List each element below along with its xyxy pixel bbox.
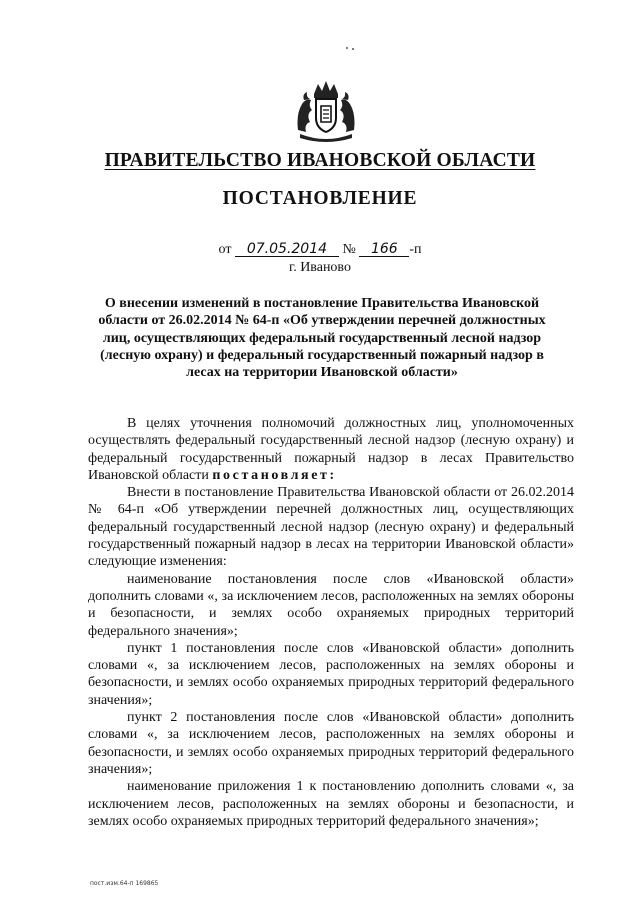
org-title: ПРАВИТЕЛЬСТВО ИВАНОВСКОЙ ОБЛАСТИ — [104, 150, 536, 171]
handwritten-number: 166 — [359, 242, 409, 257]
file-reference: пост.изм.64-п 169865 — [90, 880, 159, 887]
number-sign: № — [342, 242, 356, 257]
coat-of-arms-icon — [292, 78, 360, 146]
paragraph — [88, 415, 574, 484]
resolves-word: постановляет: — [212, 467, 337, 483]
paragraph: пункт 1 постановления после слов «Ивановской области» дополнить словами «, за исключением лесов, расположенных на землях обороны и безопасности, и землях особо охраняемых природных территорий федерального значения»; — [88, 640, 574, 708]
subject-heading: О внесении изменений в постановление Правительства Ивановской области от 26.02.2014 № 64-п «Об утверждении перечней должностных лиц, осуществляющих федеральный государственный лесной надзор (лесную охрану) и федеральный государственный пожарный надзор в лесах на территории Ивановской области» — [98, 296, 546, 381]
paragraph-text: В целях уточнения полномочий должностных лиц, уполномоченных осуществлять федеральный государственный лесной надзор (лесную охрану) и федеральный государственный пожарный надзор в лесах Правительство Ивановской области — [88, 416, 574, 483]
paragraph: Внести в постановление Правительства Ивановской области от 26.02.2014 № 64-п «Об утверждении перечней должностных лиц, осуществляющих федеральный государственный лесной надзор (лесную охрану) и федеральный государственный пожарный надзор в лесах на территории Ивановской области» следующие изменения: — [88, 485, 574, 570]
scan-speck — [352, 48, 354, 50]
city-line: г. Иваново — [289, 260, 351, 275]
number-suffix: -п — [409, 242, 422, 257]
from-prefix: от — [218, 242, 232, 257]
document-body — [88, 415, 574, 830]
paragraph: наименование приложения 1 к постановлению дополнить словами «, за исключением лесов, расположенных на землях обороны и безопасности, и землях особо охраняемых природных территорий федерального значения»; — [88, 779, 574, 829]
paragraph: пункт 2 постановления после слов «Ивановской области» дополнить словами «, за исключением лесов, расположенных на землях обороны и безопасности, и землях особо охраняемых природных территорий федерального значения»; — [88, 710, 574, 777]
paragraph: наименование постановления после слов «Ивановской области» дополнить словами «, за исключением лесов, расположенных на землях обороны и безопасности, и землях особо охраняемых природных территорий федерального значения»; — [88, 571, 574, 639]
doc-type-heading: ПОСТАНОВЛЕНИЕ — [222, 188, 418, 209]
scan-speck — [346, 47, 348, 49]
handwritten-date: 07.05.2014 — [235, 242, 339, 257]
document-number-line — [0, 242, 640, 258]
